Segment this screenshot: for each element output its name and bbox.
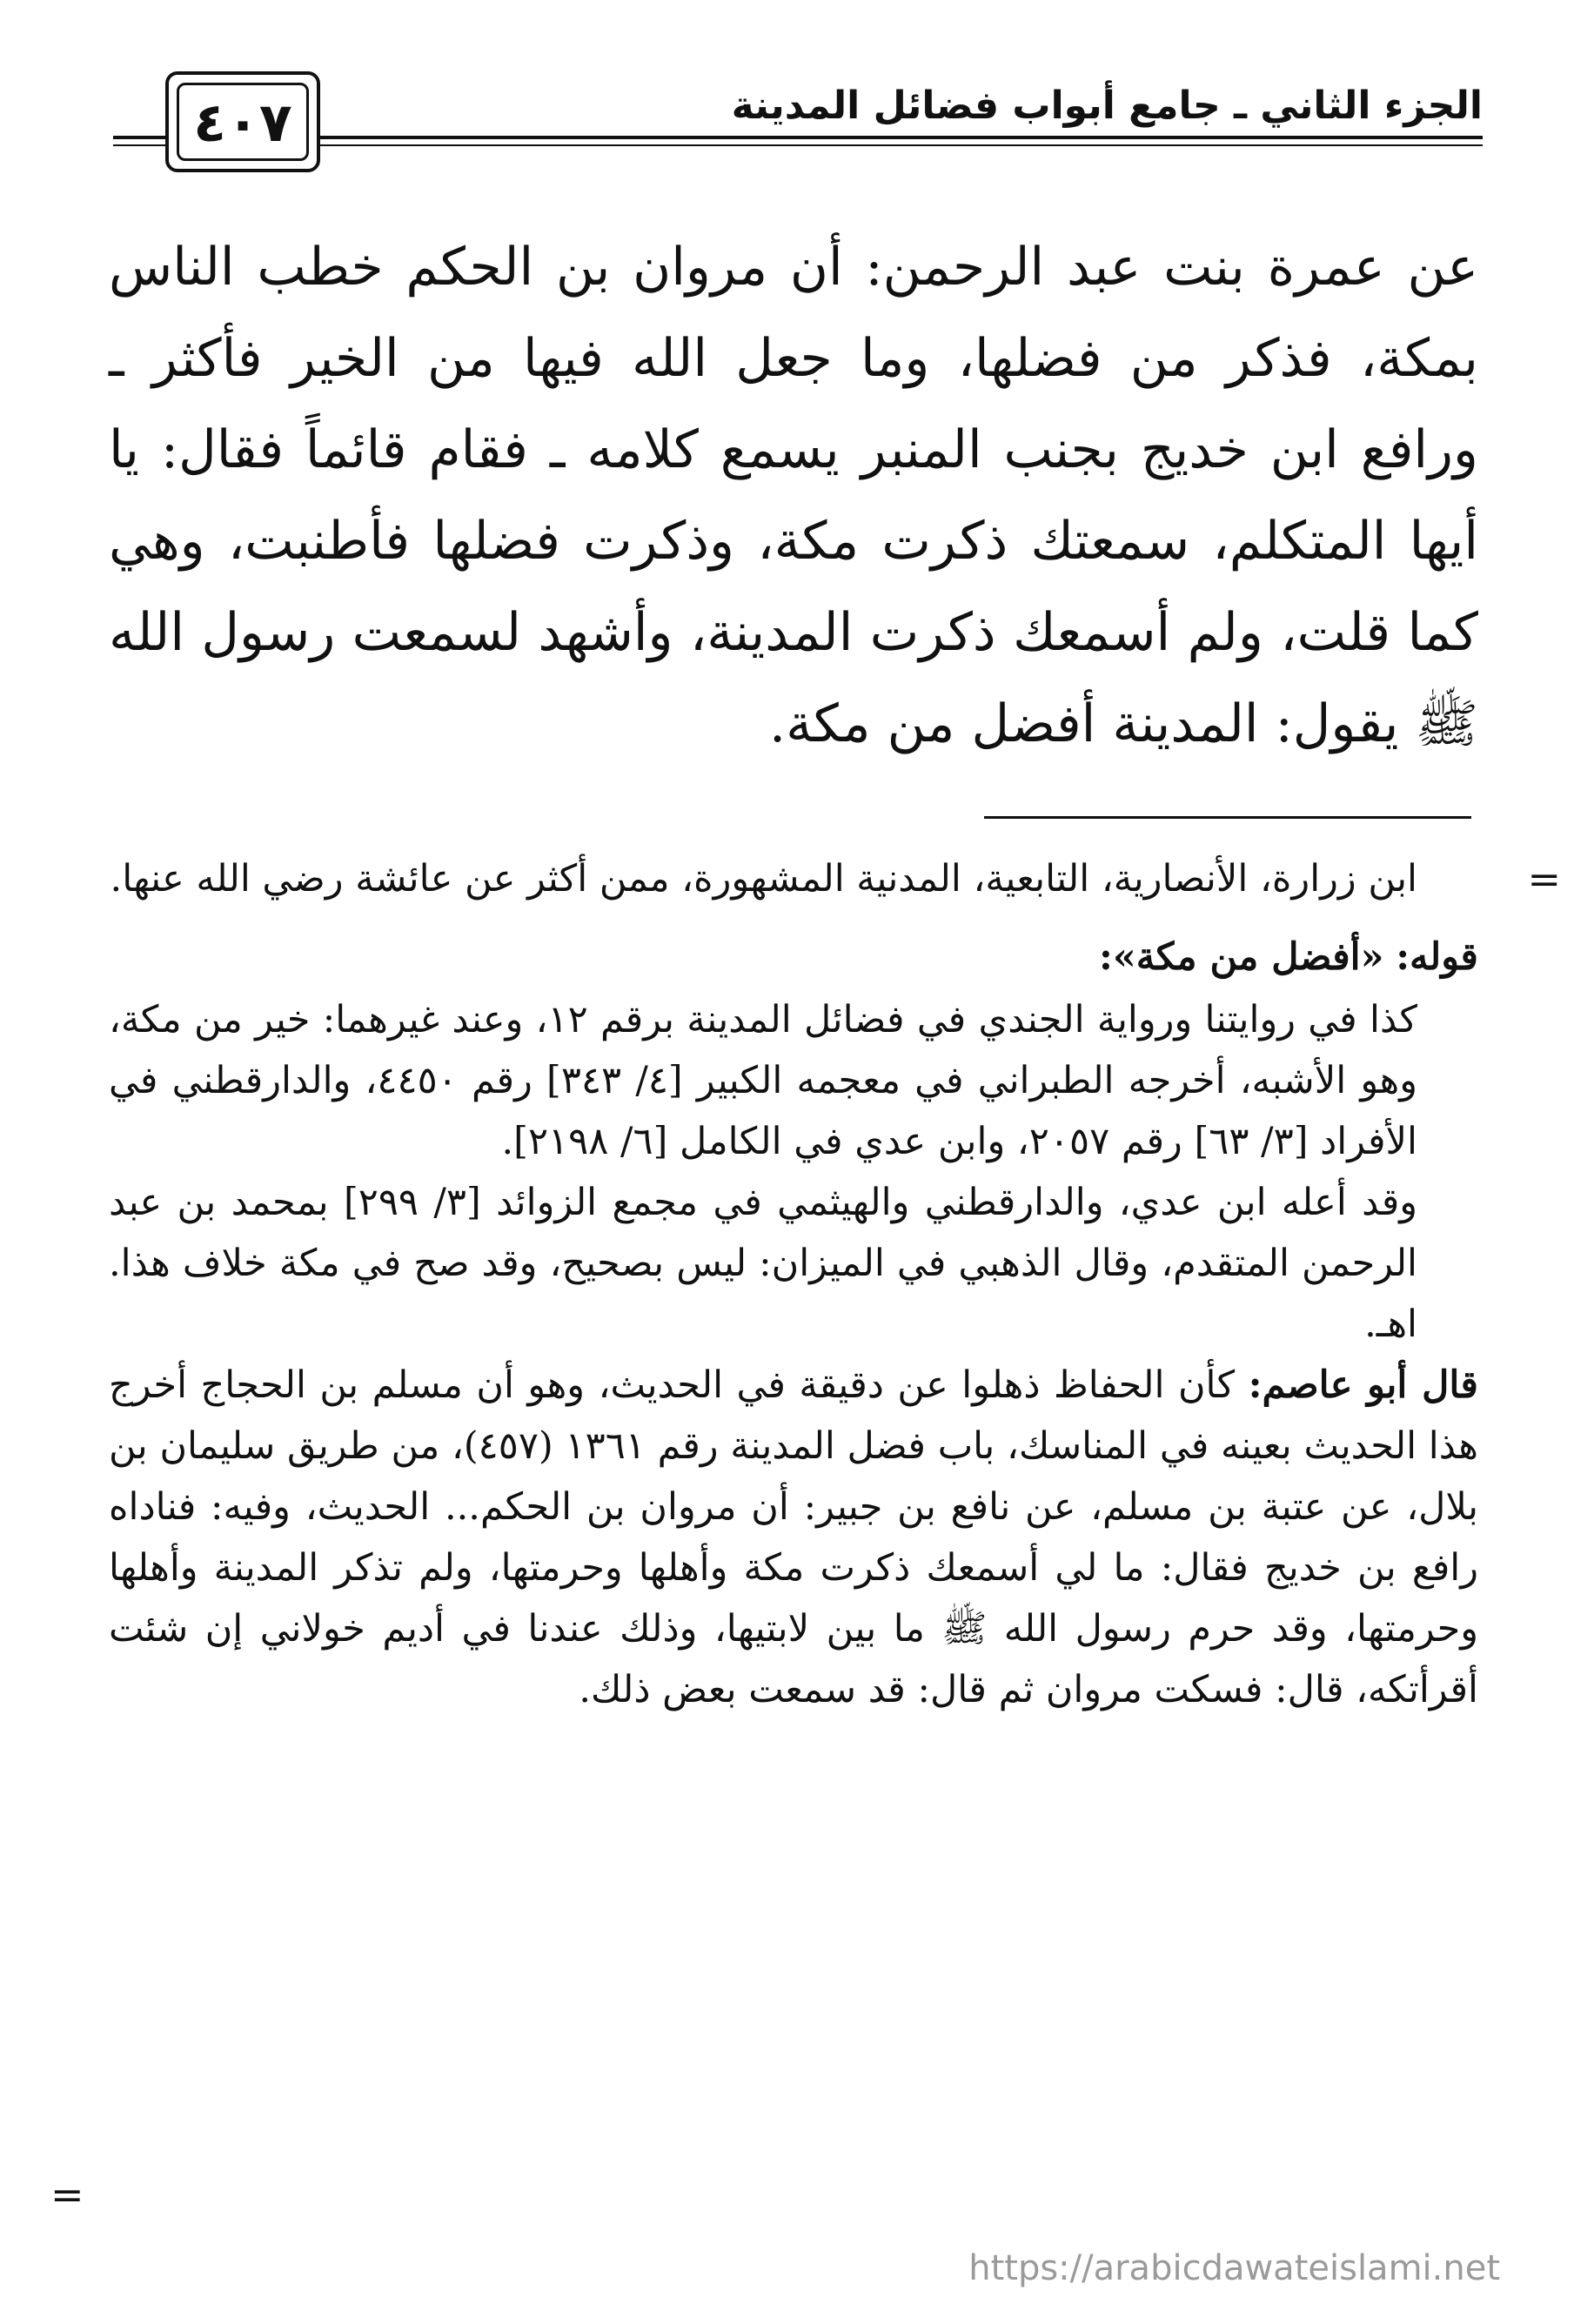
footnote-para-3 bbox=[109, 1355, 1478, 1720]
running-title: الجزء الثاني ـ جامع أبواب فضائل المدينة bbox=[731, 84, 1483, 128]
continuation-mark: = bbox=[1527, 855, 1561, 902]
main-hadith-text bbox=[109, 222, 1478, 770]
para3-label: قال أبو عاصم: bbox=[1248, 1363, 1478, 1407]
footnote-heading bbox=[109, 927, 1478, 988]
continuation-end-mark: = bbox=[50, 2171, 84, 2218]
page-number: ٤٠٧ bbox=[177, 83, 309, 161]
footnote-divider bbox=[984, 816, 1471, 819]
footnotes bbox=[109, 848, 1561, 1720]
heading-label: قوله: bbox=[1396, 935, 1478, 979]
continuation-text: ابن زرارة، الأنصارية، التابعية، المدنية المشهورة، ممن أكثر عن عائشة رضي الله عنها. bbox=[110, 857, 1417, 901]
footnote-continuation bbox=[109, 848, 1561, 909]
para3-text: كأن الحفاظ ذهلوا عن دقيقة في الحديث، وهو أن مسلم بن الحجاج أخرج هذا الحديث بعينه في المناسك، باب فضل المدينة رقم ١٣٦١ (٤٥٧)، من طريق سليمان بن بلال، عن عتبة بن مسلم، عن نافع بن جبير: أن مروان بن الحكم... الحديث، وفيه: فناداه رافع بن خديج فقال: ما لي أسمعك ذكرت مكة وأهلها وحرمتها، ولم تذكر المدينة وأهلها وحرمتها، وقد حرم رسول الله ﷺ ما بين لابتيها، وذلك عندنا في أديم خولاني إن شئت أقرأتكه، قال: فسكت مروان ثم قال: قد سمعت بعض ذلك. bbox=[109, 1363, 1478, 1711]
footnote-para-1: كذا في روايتنا ورواية الجندي في فضائل المدينة برقم ١٢، وعند غيرهما: خير من مكة، وهو الأشبه، أخرجه الطبراني في معجمه الكبير [٤/ ٣٤٣] رقم ٤٤٥٠، والدارقطني في الأفراد [٣/ ٦٣] رقم ٢٠٥٧، وابن عدي في الكامل [٦/ ٢١٩٨]. bbox=[109, 998, 1417, 1163]
watermark-url: https://arabicdawateislami.net bbox=[968, 2248, 1500, 2288]
footnote-para-2: وقد أعله ابن عدي، والدارقطني والهيثمي في مجمع الزوائد [٣/ ٢٩٩] بمحمد بن عبد الرحمن المتقدم، وقال الذهبي في الميزان: ليس بصحيح، وقد صح في مكة خلاف هذا. اهـ. bbox=[109, 1181, 1418, 1346]
main-paragraph: عن عمرة بنت عبد الرحمن: أن مروان بن الحكم خطب الناس بمكة، فذكر من فضلها، وما جعل الله فيها من الخير فأكثر ـ ورافع ابن خديج بجنب المنبر يسمع كلامه ـ فقام قائماً فقال: يا أيها المتكلم، سمعتك ذكرت مكة، وذكرت فضلها فأطنبت، وهي كما قلت، ولم أسمعك ذكرت المدينة، وأشهد لسمعت رسول الله ﷺ يقول: المدينة أفضل من مكة. bbox=[109, 237, 1478, 754]
page-header bbox=[113, 68, 1483, 164]
page-number-frame bbox=[165, 71, 320, 172]
heading-quote: «أفضل من مكة»: bbox=[1098, 935, 1384, 979]
